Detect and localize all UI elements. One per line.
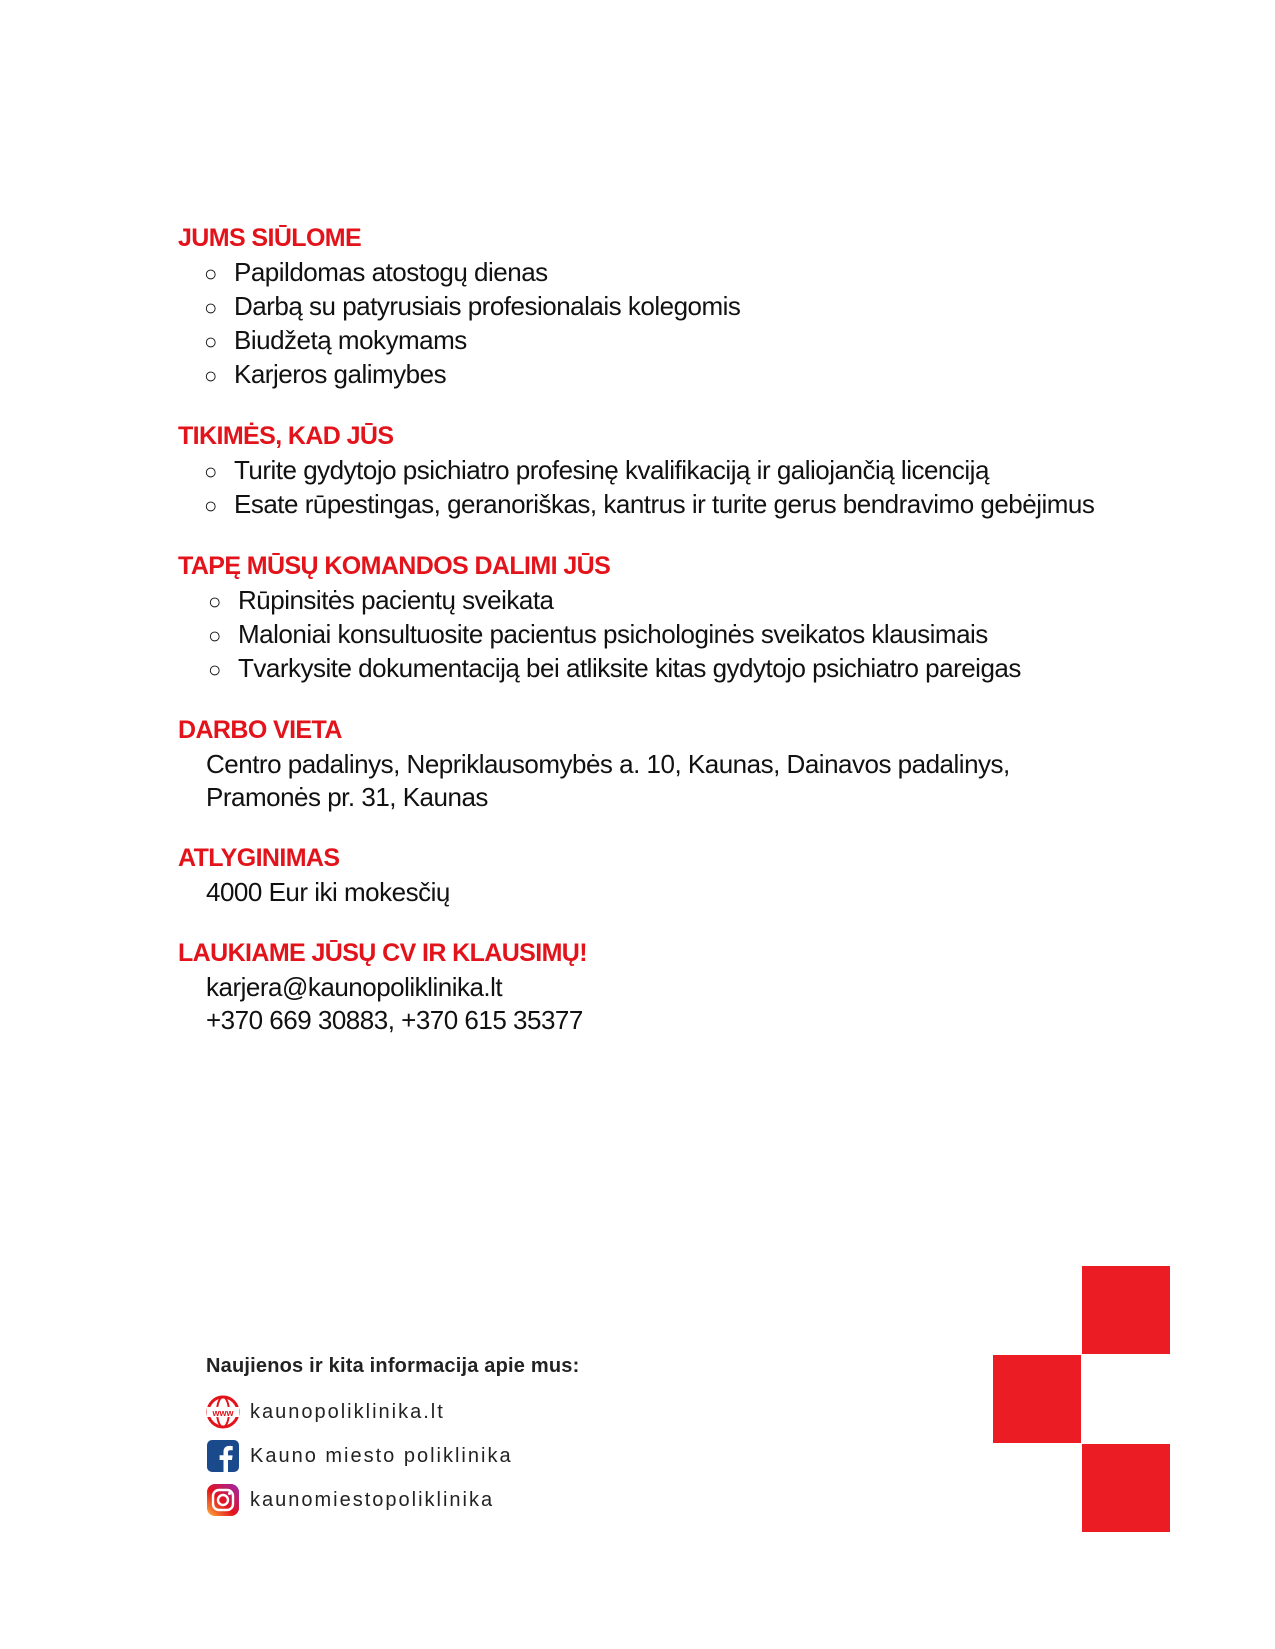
bullet-icon: ○ (208, 623, 221, 648)
list-item-text: Papildomas atostogų dienas (234, 257, 548, 287)
instagram-link[interactable] (206, 1480, 579, 1520)
contact-email[interactable]: karjera@kaunopoliklinika.lt (206, 972, 503, 1002)
list-item-text: Karjeros galimybes (234, 359, 447, 389)
bullet-icon: ○ (204, 363, 217, 388)
section-heading: ATLYGINIMAS (178, 844, 340, 872)
list-item-text: Darbą su patyrusiais profesionalais kolegomis (234, 291, 741, 321)
footer-social (206, 1355, 579, 1524)
duties-list (178, 584, 1138, 686)
offer-list (178, 256, 1138, 392)
bullet-icon: ○ (208, 657, 221, 682)
list-item (204, 488, 1138, 522)
list-item-text: Esate rūpestingas, geranoriškas, kantrus ir turite gerus bendravimo gebėjimus (234, 489, 1095, 519)
svg-text:www: www (212, 1408, 234, 1418)
bullet-icon: ○ (204, 261, 217, 286)
contact-phones[interactable]: +370 669 30883, +370 615 35377 (206, 1005, 583, 1035)
list-item-text: Maloniai konsultuosite pacientus psichologinės sveikatos klausimais (238, 619, 988, 649)
facebook-text: Kauno miesto poliklinika (250, 1444, 513, 1467)
list-item (208, 618, 1138, 652)
section-duties (178, 550, 1138, 686)
list-item-text: Rūpinsitės pacientų sveikata (238, 585, 554, 615)
decor-square (1082, 1266, 1170, 1354)
instagram-text: kaunomiestopoliklinika (250, 1488, 495, 1511)
bullet-icon: ○ (204, 295, 217, 320)
section-contacts (178, 937, 1138, 1037)
list-item (204, 324, 1138, 358)
list-item-text: Tvarkysite dokumentaciją bei atliksite kitas gydytojo psichiatro pareigas (238, 653, 1021, 683)
decor-square (993, 1355, 1081, 1443)
section-heading: TIKIMĖS, KAD JŪS (178, 422, 394, 450)
list-item (208, 652, 1138, 686)
instagram-icon (206, 1483, 240, 1517)
section-workplace (178, 714, 1138, 814)
bullet-icon: ○ (208, 589, 221, 614)
section-heading: JUMS SIŪLOME (178, 224, 362, 252)
decor-square (1082, 1444, 1170, 1532)
facebook-icon (206, 1439, 240, 1473)
document-content (178, 222, 1138, 1065)
list-item-text: Biudžetą mokymams (234, 325, 467, 355)
section-heading: LAUKIAME JŪSŲ CV IR KLAUSIMŲ! (178, 939, 587, 967)
workplace-address: Centro padalinys, Nepriklausomybės a. 10, Kaunas, Dainavos padalinys, Pramonės pr. 31, Kaunas (206, 749, 1010, 812)
section-expectations (178, 420, 1138, 522)
salary-text: 4000 Eur iki mokesčių (206, 877, 450, 907)
section-heading: TAPĘ MŪSŲ KOMANDOS DALIMI JŪS (178, 552, 611, 580)
website-text: kaunopoliklinika.lt (250, 1400, 445, 1423)
www-globe-icon (206, 1395, 240, 1429)
bullet-icon: ○ (204, 459, 217, 484)
bullet-icon: ○ (204, 329, 217, 354)
list-item (204, 454, 1138, 488)
list-item (204, 290, 1138, 324)
footer-title: Naujienos ir kita informacija apie mus: (206, 1355, 580, 1377)
list-item-text: Turite gydytojo psichiatro profesinę kvalifikaciją ir galiojančią licenciją (234, 455, 989, 485)
section-heading: DARBO VIETA (178, 716, 342, 744)
expectations-list (178, 454, 1138, 522)
list-item (208, 584, 1138, 618)
list-item (204, 358, 1138, 392)
bullet-icon: ○ (204, 493, 217, 518)
list-item (204, 256, 1138, 290)
website-link[interactable] (206, 1392, 579, 1432)
section-offer (178, 222, 1138, 392)
section-salary (178, 842, 1138, 909)
facebook-link[interactable] (206, 1436, 579, 1476)
